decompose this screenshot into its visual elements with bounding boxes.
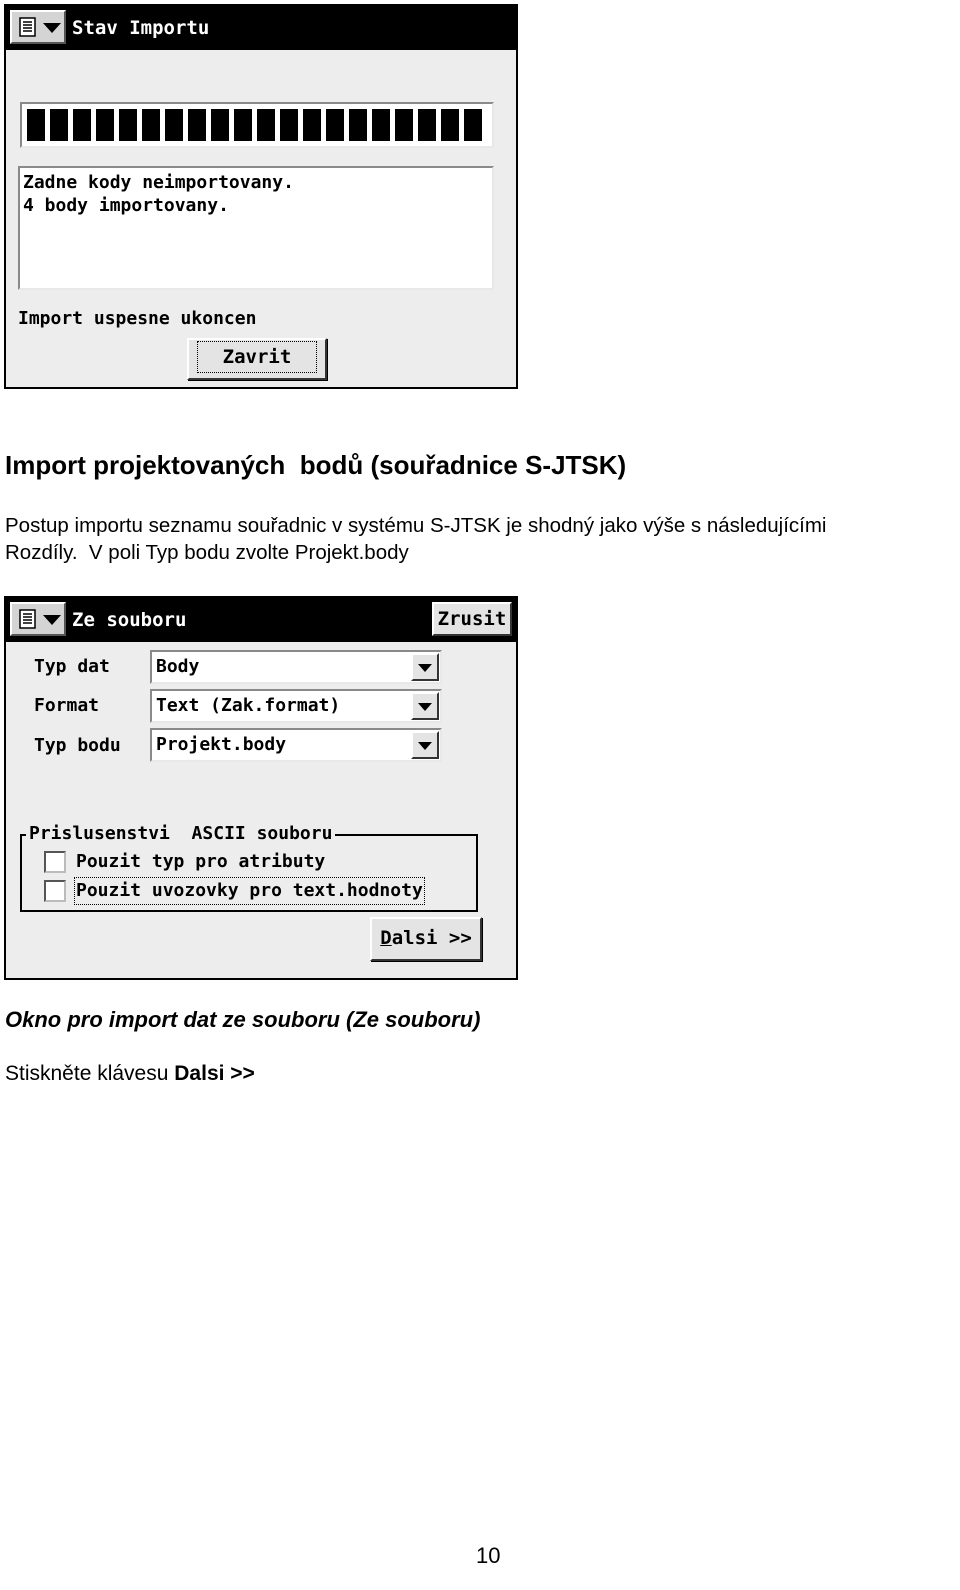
use-quotes-checkbox[interactable] — [44, 880, 66, 902]
import-progress-bar — [20, 102, 494, 148]
instruction-prefix: Stiskněte klávesu — [5, 1062, 175, 1085]
instruction-text — [5, 1062, 255, 1086]
field-label-data-type: Typ dat — [34, 656, 110, 677]
point-type-dropdown-button[interactable] — [411, 731, 439, 759]
format-dropdown-button[interactable] — [411, 692, 439, 720]
menu-list-icon — [18, 609, 38, 629]
start-menu-button[interactable] — [10, 602, 66, 636]
from-file-titlebar — [6, 598, 516, 642]
cancel-button[interactable]: Zrusit — [432, 602, 512, 636]
chevron-down-icon — [418, 742, 432, 750]
field-label-point-type: Typ bodu — [34, 735, 121, 756]
data-type-select[interactable] — [150, 650, 442, 684]
import-progress-fill — [27, 109, 487, 141]
point-type-value: Projekt.body — [156, 734, 287, 755]
start-menu-button[interactable] — [10, 10, 66, 44]
dropdown-arrow-icon — [43, 615, 61, 625]
import-status-titlebar — [6, 6, 516, 50]
menu-list-icon — [18, 17, 38, 37]
from-file-window — [4, 596, 518, 980]
ascii-options-group — [20, 823, 478, 912]
window-title: Ze souboru — [72, 609, 187, 631]
use-quotes-label[interactable]: Pouzit uvozovky pro text.hodnoty — [76, 880, 423, 901]
section-heading: Import projektovaných bodů (souřadnice S-JTSK) — [5, 450, 627, 480]
field-label-format: Format — [34, 695, 100, 716]
instruction-key: Dalsi >> — [174, 1062, 255, 1085]
paragraph-line: Postup importu seznamu souřadnic v systému S-JTSK je shodný jako výše s následujícími — [5, 514, 827, 537]
use-type-for-attributes-label[interactable]: Pouzit typ pro atributy — [76, 851, 326, 872]
next-button-label: alsi >> — [391, 927, 472, 949]
figure-caption: Okno pro import dat ze souboru (Ze souboru) — [5, 1007, 481, 1032]
import-log-box — [18, 166, 494, 290]
point-type-select[interactable] — [150, 728, 442, 762]
paragraph-line: Rozdíly. V poli Typ bodu zvolte Projekt.body — [5, 541, 409, 564]
chevron-down-icon — [418, 664, 432, 672]
format-select[interactable] — [150, 689, 442, 723]
data-type-dropdown-button[interactable] — [411, 653, 439, 681]
import-status-text: Import uspesne ukoncen — [18, 308, 257, 329]
data-type-value: Body — [156, 656, 200, 677]
dropdown-arrow-icon — [43, 23, 61, 33]
next-button-hotkey: D — [380, 927, 392, 949]
format-value: Text (Zak.format) — [156, 695, 341, 716]
next-button[interactable] — [370, 917, 482, 961]
page-number: 10 — [476, 1543, 501, 1568]
log-line: Zadne kody neimportovany. — [23, 172, 294, 193]
log-line: 4 body importovany. — [23, 195, 229, 216]
import-status-window — [4, 4, 518, 389]
use-type-for-attributes-checkbox[interactable] — [44, 851, 66, 873]
group-title: Prislusenstvi ASCII souboru — [26, 823, 335, 844]
chevron-down-icon — [418, 703, 432, 711]
window-title: Stav Importu — [72, 17, 210, 39]
close-button[interactable]: Zavrit — [187, 338, 327, 380]
